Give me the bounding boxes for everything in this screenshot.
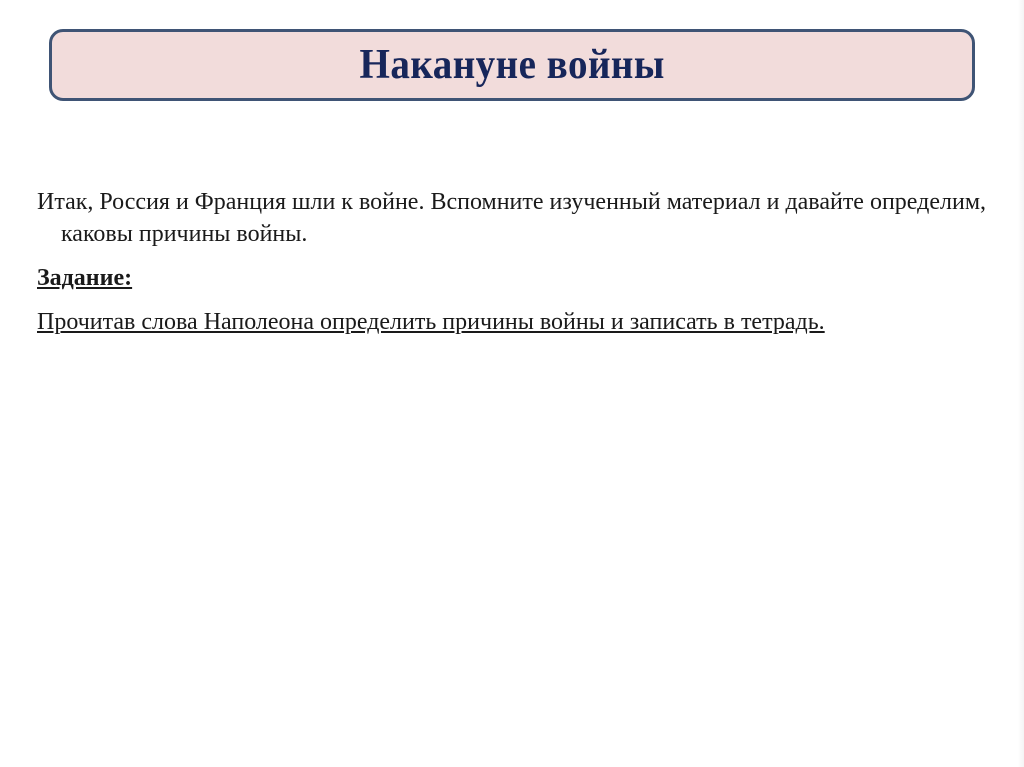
task-label: Задание: (37, 265, 133, 291)
intro-paragraph: Итак, Россия и Франция шли к войне. Вспомните изученный материал и давайте определим, каковы причины войны. (37, 189, 987, 247)
slide-title: Накануне войны (359, 42, 665, 88)
slide-edge-shadow (1018, 0, 1024, 767)
slide-body (37, 186, 997, 338)
task-text: Прочитав слова Наполеона определить причины войны и записать в тетрадь. (37, 309, 825, 335)
title-banner (49, 29, 975, 101)
